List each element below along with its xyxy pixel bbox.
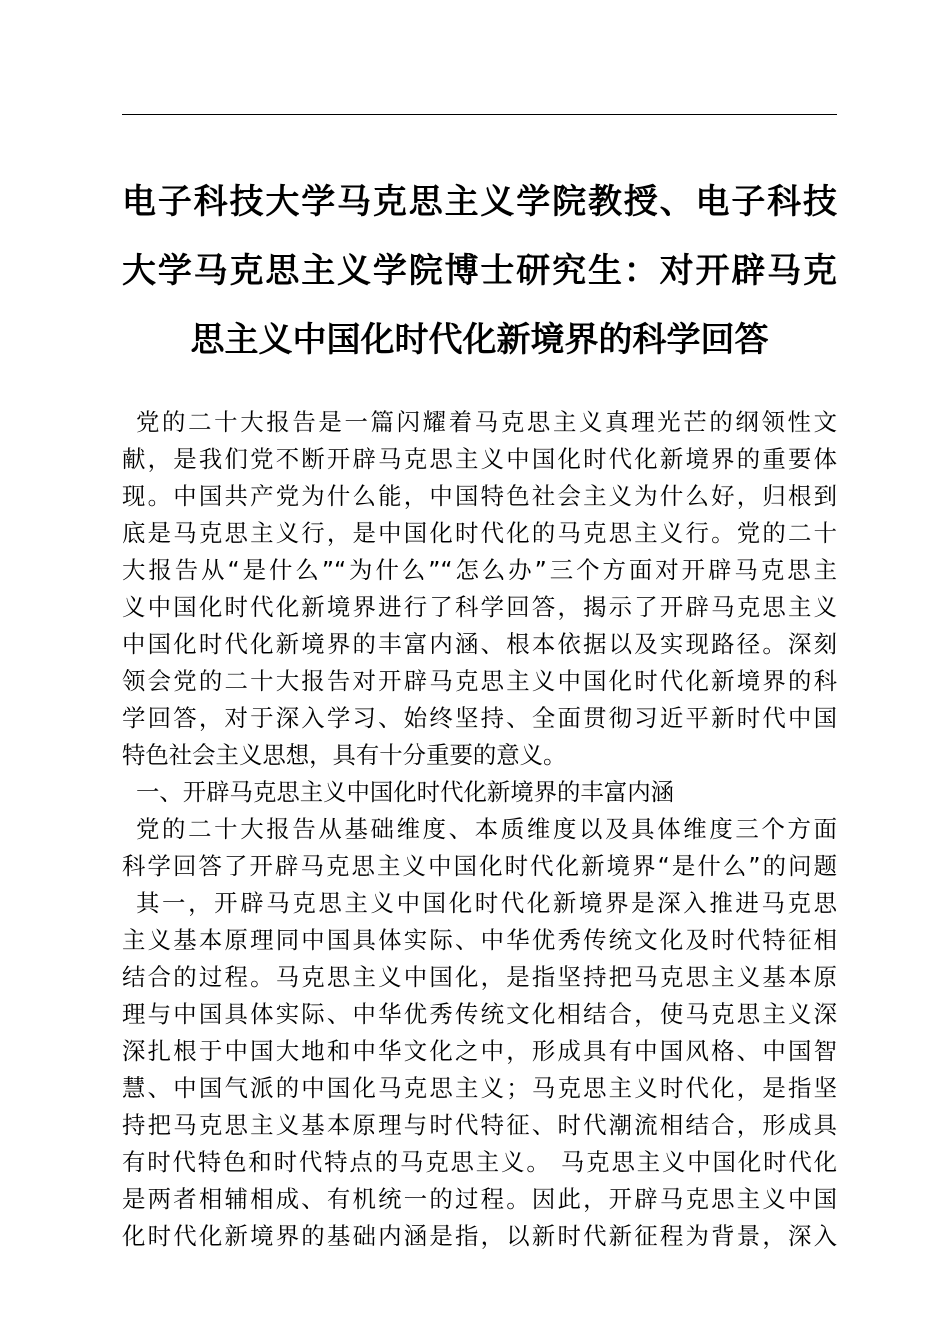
body-line: 结合的过程。马克思主义中国化，是指坚持把马克思主义基本原 — [122, 963, 837, 991]
body-line: 中国化时代化新境界的丰富内涵、根本依据以及实现路径。深刻 — [122, 630, 837, 658]
body-line: 是两者相辅相成、有机统一的过程。因此，开辟马克思主义中国 — [122, 1185, 837, 1213]
body-line: 慧、中国气派的中国化马克思主义；马克思主义时代化，是指坚 — [122, 1074, 837, 1102]
header-rule — [122, 114, 837, 115]
document-title — [122, 172, 837, 379]
body-line: 主义基本原理同中国具体实际、中华优秀传统文化及时代特征相 — [122, 926, 837, 954]
body-line: 党的二十大报告是一篇闪耀着马克思主义真理光芒的纲领性文 — [136, 408, 837, 436]
body-line: 理与中国具体实际、中华优秀传统文化相结合，使马克思主义深 — [122, 1000, 837, 1028]
body-line: 党的二十大报告从基础维度、本质维度以及具体维度三个方面 — [136, 815, 837, 843]
body-line: 科学回答了开辟马克思主义中国化时代化新境界“是什么”的问题 — [122, 852, 837, 880]
body-line: 持把马克思主义基本原理与时代特征、时代潮流相结合，形成具 — [122, 1111, 837, 1139]
body-line: 深扎根于中国大地和中华文化之中，形成具有中国风格、中国智 — [122, 1037, 837, 1065]
title-line: 电子科技大学马克思主义学院教授、电子科技 — [122, 182, 837, 222]
document-body — [122, 404, 837, 1255]
body-line: 学回答，对于深入学习、始终坚持、全面贯彻习近平新时代中国 — [122, 704, 837, 732]
body-line: 其一，开辟马克思主义中国化时代化新境界是深入推进马克思 — [136, 889, 837, 917]
body-line: 义中国化时代化新境界进行了科学回答，揭示了开辟马克思主义 — [122, 593, 837, 621]
body-line: 特色社会主义思想，具有十分重要的意义。 — [122, 741, 567, 769]
body-line: 现。中国共产党为什么能，中国特色社会主义为什么好，归根到 — [122, 482, 837, 510]
body-line: 有时代特色和时代特点的马克思主义。 马克思主义中国化时代化 — [122, 1148, 837, 1176]
body-line: 领会党的二十大报告对开辟马克思主义中国化时代化新境界的科 — [122, 667, 837, 695]
body-line: 献，是我们党不断开辟马克思主义中国化时代化新境界的重要体 — [122, 445, 837, 473]
body-line: 大报告从“是什么”“为什么”“怎么办”三个方面对开辟马克思主 — [122, 556, 837, 584]
title-line: 大学马克思主义学院博士研究生：对开辟马克 — [122, 251, 837, 291]
title-line: 思主义中国化时代化新境界的科学回答 — [190, 320, 769, 360]
section-heading: 一、开辟马克思主义中国化时代化新境界的丰富内涵 — [136, 778, 674, 806]
body-line: 化时代化新境界的基础内涵是指，以新时代新征程为背景，深入 — [122, 1222, 837, 1250]
body-line: 底是马克思主义行，是中国化时代化的马克思主义行。党的二十 — [122, 519, 837, 547]
